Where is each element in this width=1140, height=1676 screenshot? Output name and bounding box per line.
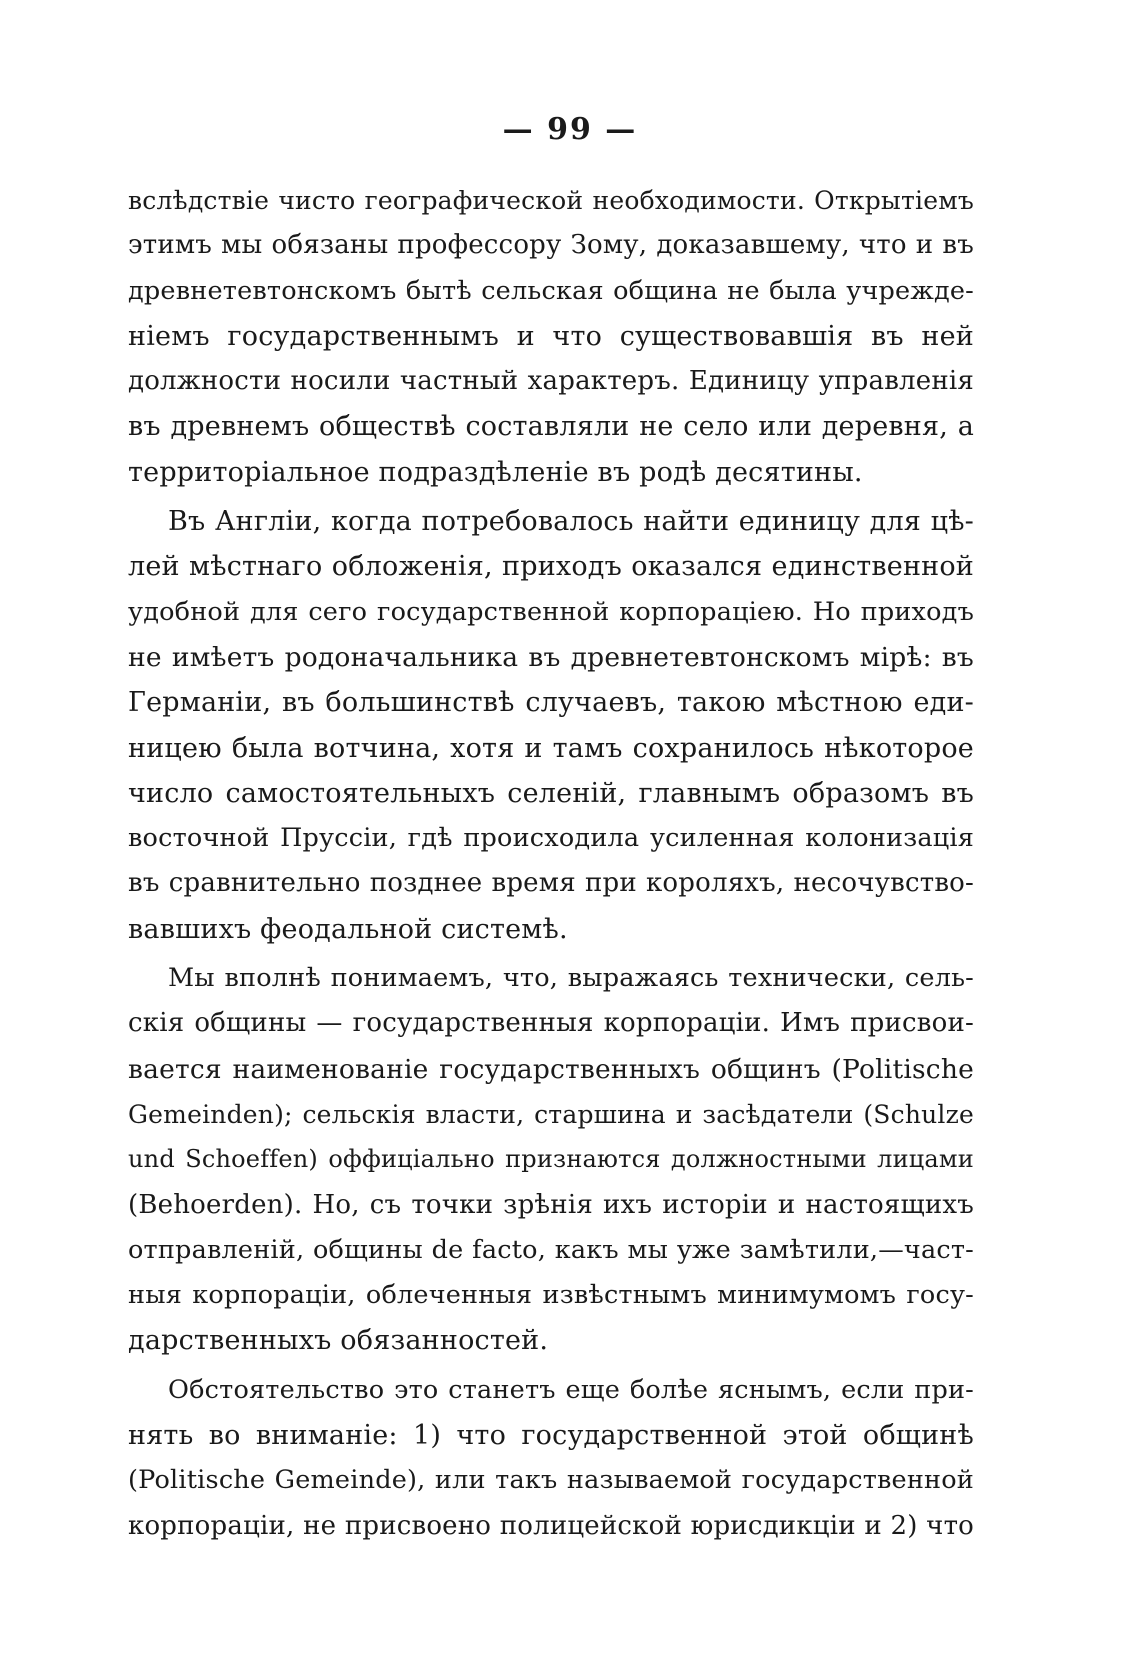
paragraph-2 [128, 499, 974, 952]
text-line: ніемъ государственнымъ и что существовавшія въ ней [128, 320, 974, 352]
text-line: удобной для сего государственной корпораціею. Но приходъ [128, 596, 974, 627]
text-line: корпораціи, не присвоено полицейской юрисдикціи и 2) что [128, 1510, 974, 1541]
text-line: не имѣетъ родоначальника въ древнетевтонскомъ мірѣ: въ [128, 641, 974, 673]
text-line: вслѣдствіе чисто географической необходимости. Открытіемъ [128, 186, 974, 215]
text-line: нять во вниманіе: 1) что государственной этой общинѣ [128, 1420, 974, 1452]
paragraph-4 [128, 1368, 974, 1549]
text-line: въ сравнительно позднее время при короляхъ, несочувство- [128, 868, 974, 899]
text-line: лей мѣстнаго обложенія, приходъ оказался единственной [128, 551, 974, 583]
text-line: Германіи, въ большинствѣ случаевъ, такою мѣстною еди- [128, 687, 974, 719]
text-line: территоріальное подраздѣленіе въ родѣ десятины. [128, 456, 863, 488]
text-line: восточной Пруссіи, гдѣ происходила усиленная колонизація [128, 823, 974, 854]
text-line: (Behoerden). Но, съ точки зрѣнія ихъ исторіи и настоящихъ [128, 1189, 974, 1220]
paragraph-3 [128, 956, 974, 1364]
paragraph-1 [128, 178, 974, 495]
text-line: ныя корпораціи, облеченныя извѣстнымъ минимумомъ госу- [128, 1280, 974, 1311]
text-line: Въ Англіи, когда потребовалось найти единицу для цѣ- [168, 506, 974, 538]
text-line: число самостоятельныхъ селеній, главнымъ образомъ въ [128, 777, 974, 809]
text-line: (Politische Gemeinde), или такъ называемой государственной [128, 1465, 974, 1496]
text-line: въ древнемъ обществѣ составляли не село или деревня, а [128, 411, 974, 443]
text-line: должности носили частный характеръ. Единицу управленія [128, 366, 974, 397]
body-text [128, 178, 974, 1549]
text-line: Мы вполнѣ понимаемъ, что, выражаясь технически, сель- [168, 963, 974, 994]
text-line: дарственныхъ обязанностей. [128, 1325, 549, 1357]
text-line: вается наименованіе государственныхъ общинъ (Politische [128, 1053, 974, 1085]
text-line: ницею была вотчина, хотя и тамъ сохранилось нѣкоторое [128, 732, 974, 764]
text-line: Обстоятельство это станетъ еще болѣе яснымъ, если при- [168, 1374, 974, 1405]
text-line: этимъ мы обязаны профессору Зому, доказавшему, что и въ [128, 230, 974, 261]
text-line: Gemeinden); сельскія власти, старшина и засѣдатели (Schulze [128, 1099, 974, 1129]
text-line: древнетевтонскомъ бытѣ сельская община не была учрежде- [128, 275, 974, 306]
text-line: скія общины — государственныя корпораціи. Имъ присвои- [128, 1008, 974, 1039]
text-line: und Schoeffen) оффиціально признаются должностными лицами [128, 1145, 974, 1174]
text-line: отправленій, общины de facto, какъ мы уже замѣтили,—част- [128, 1234, 974, 1265]
text-line: вавшихъ феодальной системѣ. [128, 913, 568, 945]
page-number: — 99 — [502, 112, 638, 147]
